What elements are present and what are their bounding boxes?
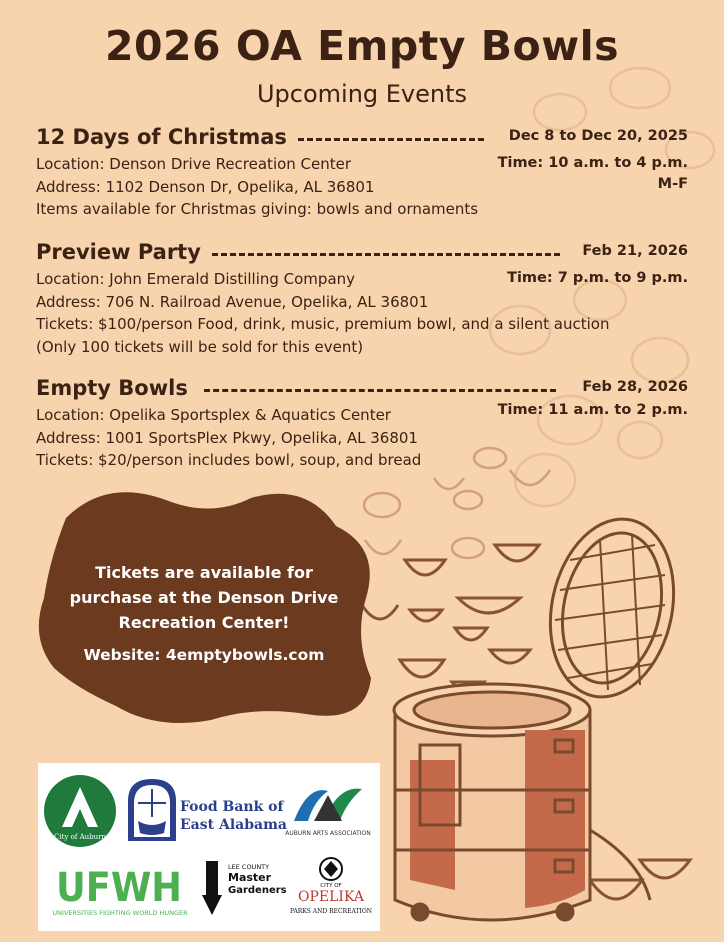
page-subtitle: Upcoming Events [256, 80, 468, 108]
food-bank-logo [126, 777, 287, 843]
ticket-info-text: Tickets are available for purchase at the Denson Drive Recreation Center! [69, 563, 339, 632]
event-date: Feb 21, 2026 [582, 243, 688, 259]
sponsor-logos-panel [38, 763, 380, 931]
ufwh-wordmark: UFWH [56, 865, 182, 911]
master-gardeners-line1: LEE COUNTY [228, 863, 270, 871]
event-tickets: Tickets: $20/person includes bowl, soup, and bread [36, 451, 422, 469]
website-link[interactable]: Website: 4emptybowls.com [83, 646, 325, 664]
food-bank-line2: East Alabama [180, 817, 287, 833]
page-title: 2026 OA Empty Bowls [104, 22, 620, 70]
event-note: (Only 100 tickets will be sold for this event) [36, 337, 364, 356]
event-time [507, 268, 688, 289]
event-preview-party [36, 240, 688, 358]
city-of-auburn-logo [42, 773, 118, 849]
event-name: 12 Days of Christmas [36, 125, 287, 149]
event-address: Address: 706 N. Railroad Avenue, Opelika, AL 36801 [36, 292, 429, 311]
dashed-divider [298, 138, 484, 141]
event-header [36, 125, 688, 153]
event-time [498, 153, 688, 195]
auburn-arts-logo [284, 781, 372, 847]
dashed-divider [212, 253, 560, 256]
event-time [498, 400, 688, 421]
opelika-line3: PARKS AND RECREATION [289, 908, 373, 915]
master-gardeners-line3: Gardeners [228, 885, 287, 896]
event-time-text: Time: 7 p.m. to 9 p.m. [507, 270, 688, 286]
event-location: Location: John Emerald Distilling Company [36, 270, 356, 288]
event-date: Dec 8 to Dec 20, 2025 [508, 128, 688, 144]
food-bank-line1: Food Bank of [180, 799, 284, 815]
event-location: Location: Denson Drive Recreation Center [36, 155, 352, 173]
event-12-days-of-christmas [36, 125, 688, 221]
master-gardeners-logo [198, 855, 287, 921]
city-of-auburn-label: City of Auburn [53, 833, 107, 841]
event-address: Address: 1001 SportsPlex Pkwy, Opelika, AL 36801 [36, 428, 418, 447]
event-name: Preview Party [36, 240, 201, 264]
event-empty-bowls [36, 376, 688, 472]
ufwh-logo [52, 863, 188, 919]
city-of-opelika-logo [286, 855, 376, 921]
event-date: Feb 28, 2026 [582, 379, 688, 395]
event-location: Location: Opelika Sportsplex & Aquatics Center [36, 406, 391, 424]
event-tickets: Tickets: $100/person Food, drink, music, premium bowl, and a silent auction [36, 315, 610, 333]
opelika-line2: OPELIKA [298, 889, 364, 905]
event-note: Items available for Christmas giving: bowls and ornaments [36, 200, 479, 218]
ufwh-subtitle: UNIVERSITIES FIGHTING WORLD HUNGER [52, 909, 188, 917]
dashed-divider [204, 389, 556, 392]
event-name: Empty Bowls [36, 376, 188, 400]
event-time-text: Time: 11 a.m. to 2 p.m. [497, 402, 688, 418]
event-time-note: M-F [657, 176, 688, 192]
master-gardeners-line2: Master [228, 871, 272, 884]
auburn-arts-label: AUBURN ARTS ASSOCIATION [285, 830, 371, 837]
event-time-text: Time: 10 a.m. to 4 p.m. [497, 155, 688, 171]
opelika-line1: CITY OF [320, 883, 342, 889]
event-header [36, 240, 688, 268]
event-address: Address: 1102 Denson Dr, Opelika, AL 36801 [36, 177, 375, 196]
